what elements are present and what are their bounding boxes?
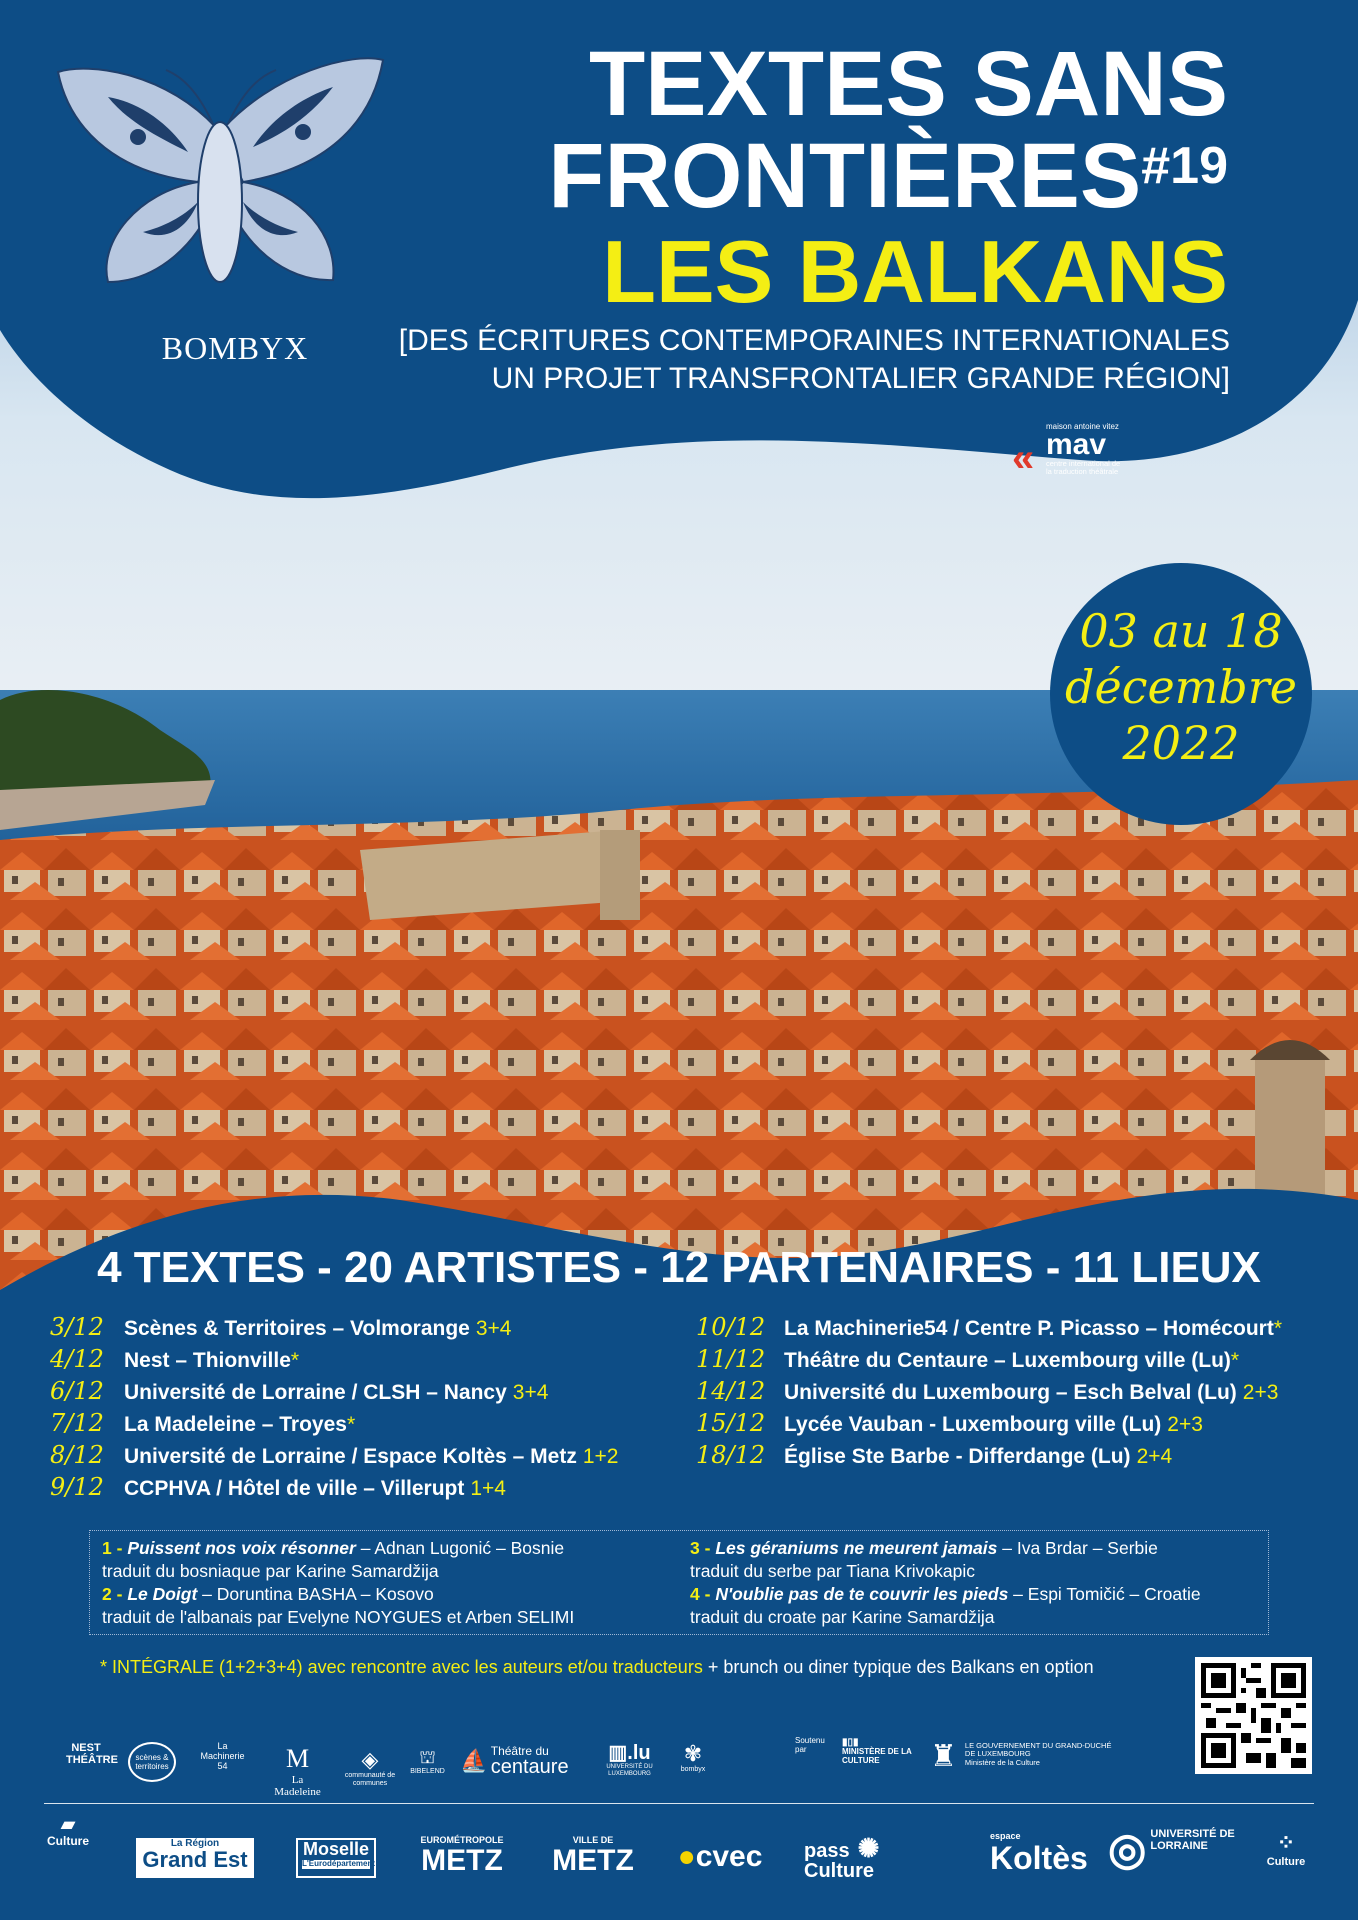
schedule-row xyxy=(696,1345,1282,1377)
logo-universite-lorraine xyxy=(1108,1825,1238,1874)
moth-icon: ✾ xyxy=(683,1741,703,1766)
madeleine-m-icon: M xyxy=(285,1744,310,1773)
schedule-row xyxy=(50,1409,618,1441)
schedule-row xyxy=(50,1377,618,1409)
edition-number: #19 xyxy=(1141,137,1228,195)
logo-pass-culture xyxy=(804,1833,924,1882)
schedule-date: 3/12 xyxy=(50,1313,104,1341)
logo-culture-lux xyxy=(1258,1830,1314,1868)
schedule-note: 2+3 xyxy=(1167,1413,1203,1436)
schedule-venue: Église Ste Barbe - Differdange (Lu) xyxy=(784,1445,1131,1468)
subtitle-line-1: [DES ÉCRITURES CONTEMPORAINES INTERNATIONALES xyxy=(398,324,1230,357)
schedule-date: 11/12 xyxy=(696,1345,766,1373)
schedule-date: 15/12 xyxy=(696,1409,766,1437)
region-label: Grand Est xyxy=(142,1847,248,1872)
mav-small-text: maison antoine vitez xyxy=(1046,422,1119,431)
ministere-label: MINISTÈRE DE LA CULTURE xyxy=(842,1747,912,1765)
schedule-right xyxy=(696,1313,1282,1473)
moselle-label: Moselle xyxy=(302,1839,370,1859)
schedule-note: * xyxy=(1230,1349,1240,1372)
schedule-note: * xyxy=(290,1349,300,1372)
text-translation: traduit du bosniaque par Karine Samardžija xyxy=(102,1561,439,1581)
logo-theatre-centaure xyxy=(460,1745,590,1777)
region-small-label: La Région xyxy=(170,1838,220,1849)
bombyx-small-label: bombyx xyxy=(680,1766,706,1774)
pass-label-b: Culture xyxy=(804,1860,874,1882)
logo-cvec xyxy=(670,1840,770,1873)
logo-nest: NEST THÉÂTRE xyxy=(66,1742,118,1767)
gouv-sub-label: Ministère de la Culture xyxy=(964,1757,1040,1767)
schedule-row xyxy=(696,1377,1282,1409)
title-line-3: LES BALKANS xyxy=(602,222,1228,321)
schedule-venue: Université de Lorraine / Espace Koltès – Metz xyxy=(124,1445,577,1468)
unilu-bars-icon: ▥.lu xyxy=(608,1742,651,1764)
gouv-label: LE GOUVERNEMENT DU GRAND-DUCHÉ DE LUXEMBOURG xyxy=(964,1741,1112,1759)
culture-label: Culture xyxy=(47,1833,89,1848)
schedule-row xyxy=(696,1441,1282,1473)
text-author: – Iva Brdar – Serbie xyxy=(997,1538,1158,1558)
schedule-note: 1+2 xyxy=(582,1445,619,1468)
text-author: – Espi Tomičić – Croatie xyxy=(1008,1584,1201,1604)
moth-illustration xyxy=(48,42,393,332)
schedule-date: 14/12 xyxy=(696,1377,766,1405)
integrale-highlight: * INTÉGRALE (1+2+3+4) avec rencontre avec les auteurs et/ou traducteurs xyxy=(100,1657,703,1677)
schedule-row xyxy=(50,1473,618,1505)
schedule-date: 18/12 xyxy=(696,1441,766,1469)
logo-communaute xyxy=(340,1748,400,1788)
logo-gouvernement xyxy=(930,1742,1120,1772)
title-frontieres: FRONTIÈRES xyxy=(548,125,1142,227)
text-entry xyxy=(690,1583,1201,1606)
schedule-note: 1+4 xyxy=(470,1477,506,1500)
subtitle-line-2: UN PROJET TRANSFRONTALIER GRANDE RÉGION] xyxy=(491,362,1230,395)
text-translation: traduit du croate par Karine Samardžija xyxy=(690,1607,995,1627)
logo-bibelend xyxy=(405,1748,450,1775)
schedule-venue: Université de Lorraine / CLSH – Nancy xyxy=(124,1381,507,1404)
text-title: Puissent nos voix résonner xyxy=(127,1538,356,1558)
pass-label-a: pass xyxy=(804,1840,850,1862)
schedule-venue: La Madeleine – Troyes xyxy=(124,1413,347,1436)
cvec-label: cvec xyxy=(695,1840,763,1873)
centaure-label-b: centaure xyxy=(490,1756,569,1778)
logo-moselle xyxy=(296,1838,376,1878)
logo-espace-koltes xyxy=(990,1832,1090,1874)
schedule-note: 3+4 xyxy=(475,1317,512,1340)
schedule-note: 3+4 xyxy=(512,1381,549,1404)
date-badge xyxy=(1050,563,1312,825)
logo-machinerie: La Machinerie 54 xyxy=(200,1741,245,1771)
text-entry xyxy=(102,1583,574,1606)
text-author: – Adnan Lugonić – Bosnie xyxy=(355,1538,565,1558)
text-author: – Doruntina BASHA – Kosovo xyxy=(197,1584,434,1604)
schedule-venue: Scènes & Territoires – Volmorange xyxy=(124,1317,470,1340)
logo-soutenu: Soutenu par xyxy=(795,1736,825,1754)
date-line-1: 03 au 18 xyxy=(1079,604,1283,658)
flag-icon: ▮▯▮ xyxy=(842,1737,859,1748)
bombyx-logo-text: BOMBYX xyxy=(161,330,309,366)
centaure-icon: ⛵ xyxy=(460,1747,488,1773)
schedule-row xyxy=(696,1313,1282,1345)
shield-icon: ◈ xyxy=(361,1747,379,1772)
text-translation: traduit du serbe par Tiana Krivokapic xyxy=(690,1561,976,1581)
schedule-date: 10/12 xyxy=(696,1313,766,1341)
ul-circle-icon: ◎ xyxy=(1108,1825,1147,1874)
logo-unilu xyxy=(602,1742,657,1777)
schedule-note: 2+3 xyxy=(1242,1381,1279,1404)
schedule-venue: Lycée Vauban - Luxembourg ville (Lu) xyxy=(784,1413,1162,1436)
integrale-rest: + brunch ou diner typique des Balkans en option xyxy=(702,1657,1094,1677)
cvec-dot-icon: ● xyxy=(677,1840,696,1873)
schedule-note: * xyxy=(1273,1317,1282,1340)
integrale-note xyxy=(100,1657,1094,1678)
qr-code[interactable] xyxy=(1195,1657,1312,1774)
schedule-venue: Université du Luxembourg – Esch Belval (Lu) xyxy=(784,1381,1237,1404)
schedule-date: 6/12 xyxy=(50,1377,104,1405)
schedule-note: * xyxy=(346,1413,356,1436)
communaute-label: communauté de communes xyxy=(344,1772,396,1787)
marianne-icon: ▰ xyxy=(61,1814,75,1834)
mav-description: centre international de la traduction théâtrale xyxy=(1046,459,1121,476)
mav-main-text: mav xyxy=(1046,428,1107,461)
texts-column-right xyxy=(690,1537,1201,1629)
dots-icon: ⁘ xyxy=(1276,1830,1296,1855)
sunburst-icon: ✺ xyxy=(857,1833,880,1863)
schedule-venue: Théâtre du Centaure – Luxembourg ville (Lu) xyxy=(784,1349,1231,1372)
schedule-date: 4/12 xyxy=(50,1345,104,1373)
unilu-label: UNIVERSITÉ DU LUXEMBOURG xyxy=(606,1764,653,1777)
logo-ville-metz xyxy=(545,1836,641,1876)
logos-divider xyxy=(44,1803,1314,1804)
date-line-2: décembre xyxy=(1065,660,1297,714)
mav-chevron-icon: « xyxy=(1012,436,1035,480)
schedule-row xyxy=(696,1409,1282,1441)
text-number: 1 - xyxy=(102,1538,123,1558)
date-line-3: 2022 xyxy=(1122,716,1240,770)
moselle-sub-label: L'Eurodépartement xyxy=(302,1858,376,1868)
eurometropole-label: METZ xyxy=(421,1843,503,1877)
text-title: Le Doigt xyxy=(127,1584,198,1604)
text-entry xyxy=(690,1537,1201,1560)
schedule-venue: Nest – Thionville xyxy=(124,1349,291,1372)
text-number: 3 - xyxy=(690,1538,711,1558)
title-line-2 xyxy=(548,125,1228,227)
schedule-row xyxy=(50,1345,618,1377)
culture2-label: Culture xyxy=(1266,1856,1306,1868)
eurometropole-small-label: EUROMÉTROPOLE xyxy=(420,1835,504,1845)
text-translation: traduit de l'albanais par Evelyne NOYGUES et Arben SELIMI xyxy=(102,1607,575,1627)
logo-prefet-culture xyxy=(44,1815,92,1848)
schedule-row xyxy=(50,1441,618,1473)
ul-label: UNIVERSITÉ DE LORRAINE xyxy=(1150,1828,1235,1853)
lion-icon: ♜ xyxy=(930,1740,957,1773)
logo-bombyx-small xyxy=(670,1742,716,1774)
text-entry xyxy=(102,1537,574,1560)
schedule-date: 7/12 xyxy=(50,1409,104,1437)
logo-madeleine xyxy=(270,1745,325,1798)
schedule-date: 8/12 xyxy=(50,1441,104,1469)
schedule-left xyxy=(50,1313,618,1505)
koltes-small-label: espace xyxy=(990,1831,1021,1841)
bibelend-label: BIBELEND xyxy=(410,1767,445,1775)
texts-column-left xyxy=(102,1537,574,1629)
schedule-venue: La Machinerie54 / Centre P. Picasso – Homécourt xyxy=(784,1317,1274,1340)
mav-logo xyxy=(1012,422,1132,488)
subtitle xyxy=(399,322,1230,398)
text-number: 4 - xyxy=(690,1584,711,1604)
logo-eurometropole-metz xyxy=(412,1836,512,1876)
text-title: Les géraniums ne meurent jamais xyxy=(715,1538,998,1558)
texts-list xyxy=(89,1530,1269,1635)
ville-small-label: VILLE DE xyxy=(572,1835,614,1845)
logo-scenes-territoires: scènes & territoires xyxy=(128,1742,176,1782)
text-number: 2 - xyxy=(102,1584,123,1604)
logo-ministere xyxy=(842,1737,912,1766)
centaure-label-a: Théâtre du xyxy=(490,1744,549,1758)
schedule-note: 2+4 xyxy=(1136,1445,1173,1468)
logo-region-grand-est xyxy=(136,1838,254,1878)
madeleine-label: La Madeleine xyxy=(274,1773,321,1798)
schedule-row xyxy=(50,1313,618,1345)
schedule-date: 9/12 xyxy=(50,1473,104,1501)
text-title: N'oublie pas de te couvrir les pieds xyxy=(715,1584,1009,1604)
title-line-1: TEXTES SANS xyxy=(588,33,1228,135)
koltes-label: Koltès xyxy=(990,1839,1088,1876)
event-stats: 4 TEXTES - 20 ARTISTES - 12 PARTENAIRES - 11 LIEUX xyxy=(97,1243,1261,1292)
castle-icon: ⛫ xyxy=(419,1747,436,1767)
schedule-venue: CCPHVA / Hôtel de ville – Villerupt xyxy=(124,1477,465,1500)
ville-label: METZ xyxy=(552,1843,634,1877)
